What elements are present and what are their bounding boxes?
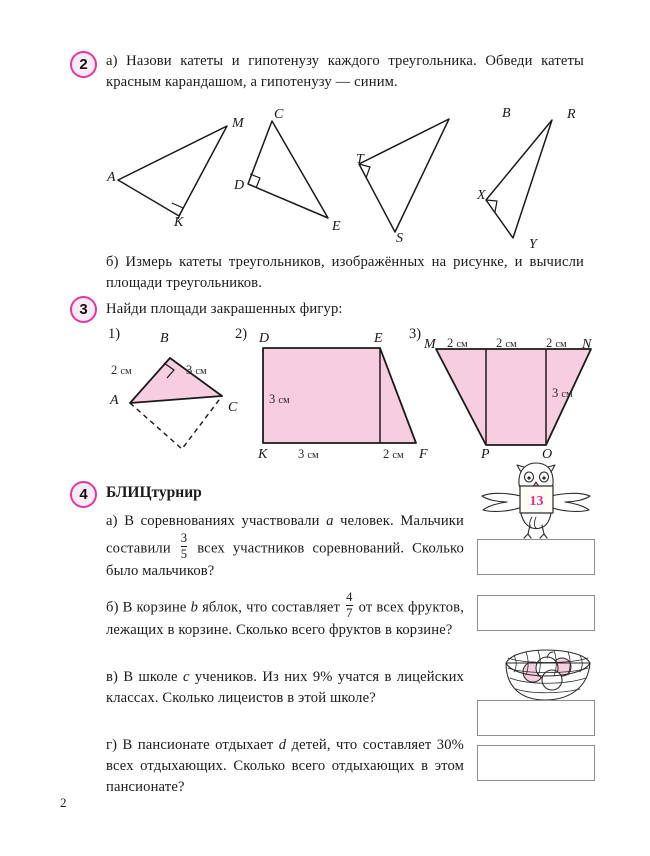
figure-1-dim-right: 3 см (186, 363, 207, 377)
label-Y: Y (529, 237, 537, 252)
exercise-number-4 (70, 481, 97, 508)
figure-1-index: 1) (108, 326, 121, 342)
exercise-2-part-b-text: б) Измерь катеты треугольников, изображённых на рисунке, и вычисли площади треугольников. (106, 254, 584, 291)
label-M: M (232, 116, 244, 131)
exercise-number-3-text: 3 (79, 301, 88, 318)
exercise-3-prompt: Найди площади закрашенных фигур: (106, 301, 343, 317)
label-E: E (332, 219, 341, 234)
figure-2-index: 2) (235, 326, 248, 342)
figure-3-shaded-trapezoid (433, 345, 598, 451)
label-K: K (174, 215, 184, 230)
figure-2-label-K: K (258, 447, 268, 462)
blitz-item-b: б) В корзине b яблок, что составляет $\frac{4}{7}$ от всех фруктов, лежащих в корзине. Сколько всего фруктов в корзине? (106, 590, 465, 639)
label-D: D (234, 178, 245, 193)
variable-a: a (326, 513, 334, 529)
label-A: A (107, 170, 116, 185)
figure-2-label-E: E (374, 331, 383, 346)
dashed-rectangle-completion (130, 396, 222, 449)
figure-2-dim-bottom-right: 2 см (383, 447, 404, 461)
variable-d: d (278, 737, 287, 753)
figure-2-label-F: F (419, 447, 428, 462)
exercise-number-2 (70, 51, 97, 78)
fraction-4-7: $\frac{4}{7}$ (346, 590, 353, 620)
figure-3-label-N: N (582, 337, 592, 352)
basket-with-apples-illustration (500, 646, 596, 702)
exercise-2-part-a-text: а) Назови катеты и гипотенузу каждого треугольника. Обведи катеты красным карандашом, а гипотенузу — синим. (106, 53, 584, 90)
figure-3-label-P: P (481, 447, 490, 462)
fraction-3-5: $\frac{3}{5}$ (180, 531, 188, 561)
answer-box-b[interactable] (477, 595, 595, 631)
label-R: R (567, 107, 576, 122)
label-S: S (396, 231, 403, 246)
label-C: C (274, 107, 284, 122)
figure-3-label-O: O (542, 447, 553, 462)
variable-c: c (182, 669, 190, 685)
blitz-item-a: а) В соревнованиях участвовали a человек. Мальчики составили $\frac{3}{5}$ всех участников соревнований. Сколько было мальчиков? (106, 513, 464, 580)
figure-1-label-B: B (160, 331, 169, 346)
label-X: X (477, 188, 486, 203)
triangle-CDE-outline (248, 121, 328, 218)
figure-3-index: 3) (409, 326, 422, 342)
figure-3-dim-top-2: 2 см (496, 336, 517, 350)
exercise-number-2-text: 2 (79, 56, 88, 73)
figure-1-label-C: C (228, 400, 238, 415)
figure-2-dim-bottom-left: 3 см (298, 447, 319, 461)
label-T: T (356, 152, 364, 167)
figure-1-dim-left: 2 см (111, 363, 132, 377)
figure-1-shaded-triangle (104, 336, 239, 461)
exercise-number-3 (70, 296, 97, 323)
answer-box-g[interactable] (477, 745, 595, 781)
blitz-item-v: в) В школе c учеников. Из них 9% учатся в лицейских классах. Сколько лицеистов в этой школе? (106, 669, 465, 706)
owl-with-number-card-illustration (474, 462, 596, 542)
figure-3-dim-top-1: 2 см (447, 336, 468, 350)
page-number: 2 (60, 795, 67, 810)
blitz-item-g: г) В пансионате отдыхает d детей, что составляет 30% всех отдыхающих. Сколько всего отдыхающих в этом пансионате? (106, 737, 464, 795)
figure-2-dim-height: 3 см (269, 392, 290, 406)
blitz-tournament-title: БЛИЦтурнир (106, 484, 202, 501)
triangle-ABC-shaded (130, 358, 222, 403)
owl-card-number: 13 (529, 494, 544, 509)
figure-3-label-M: M (424, 337, 436, 352)
figure-1-label-A: A (110, 393, 119, 408)
figure-2-label-D: D (259, 331, 270, 346)
triangle-RXY-outline (486, 120, 552, 238)
triangle-AKM-outline (118, 126, 227, 216)
figure-3-dim-height: 3 см (552, 386, 573, 400)
triangle-BTS-outline (359, 119, 449, 232)
variable-b: b (190, 599, 199, 616)
answer-box-v[interactable] (477, 700, 595, 736)
figure-3-dim-top-3: 2 см (546, 336, 567, 350)
label-B: B (502, 106, 511, 121)
answer-box-a[interactable] (477, 539, 595, 575)
exercise-number-4-text: 4 (79, 486, 88, 503)
